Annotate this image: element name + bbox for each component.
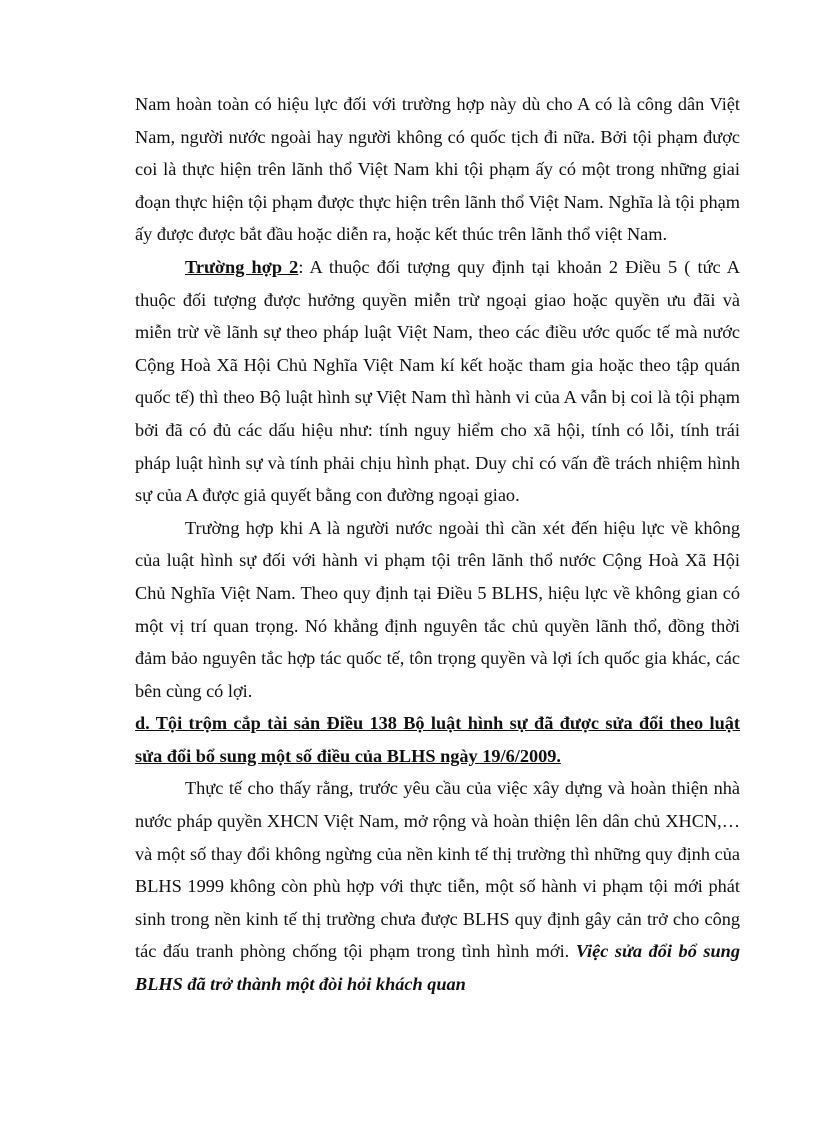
case-2-text: : A thuộc đối tượng quy định tại khoản 2 Điều 5 ( tức A thuộc đối tượng được hưởng quyền miễn trừ ngoại giao hoặc quyền ưu đãi và miễn trừ về lãnh sự theo pháp luật Việt Nam, theo các điều ước quốc tế mà nước Cộng Hoà Xã Hội Chủ Nghĩa Việt Nam kí kết hoặc tham gia hoặc theo tập quán quốc tế) thì theo Bộ luật hình sự Việt Nam thì hành vi của A vẫn bị coi là tội phạm bởi đã có đủ các dấu hiệu như: tính nguy hiểm cho xã hội, tính có lỗi, tính trái pháp luật hình sự và tính phải chịu hình phạt. Duy chỉ có vấn đề trách nhiệm hình sự của A được giả quyết bằng con đường ngoại giao. — [135, 256, 741, 506]
paragraph-4-text: Thực tế cho thấy rằng, trước yêu cầu của việc xây dựng và hoàn thiện nhà nước pháp quyền XHCN Việt Nam, mở rộng và hoàn thiện lên dân chủ XHCN,… và một số thay đổi không ngừng của nền kinh tế thị trường thì những quy định của BLHS 1999 không còn phù hợp với thực tiễn, một số hành vi phạm tội mới phát sinh trong nền kinh tế thị trường chưa được BLHS quy định gây cản trở cho công tác đấu tranh phòng chống tội phạm trong tình hình mới. — [135, 778, 740, 962]
section-heading-d: d. Tội trộm cắp tài sản Điều 138 Bộ luật hình sự đã được sửa đổi theo luật sửa đổi bổ sung một số điều của BLHS ngày 19/6/2009. — [135, 713, 740, 766]
paragraph-4 — [135, 772, 740, 1000]
paragraph-4-emphasis: Việc sửa đổi bổ sung BLHS đã trở thành một đòi hỏi khách quan — [135, 941, 740, 995]
paragraph-1: Nam hoàn toàn có hiệu lực đối với trường hợp này dù cho A có là công dân Việt Nam, người nước ngoài hay người không có quốc tịch đi nữa. Bởi tội phạm được coi là thực hiện trên lãnh thổ Việt Nam khi tội phạm ấy có một trong những giai đoạn thực hiện tội phạm được thực hiện trên lãnh thổ Việt Nam. Nghĩa là tội phạm ấy được được bắt đầu hoặc diễn ra, hoặc kết thúc trên lãnh thổ việt Nam. — [135, 94, 740, 245]
paragraph-3: Trường hợp khi A là người nước ngoài thì cần xét đến hiệu lực về không của luật hình sự đối với hành vi phạm tội trên lãnh thổ nước Cộng Hoà Xã Hội Chủ Nghĩa Việt Nam. Theo quy định tại Điều 5 BLHS, hiệu lực về không gian có một vị trí quan trọng. Nó khẳng định nguyên tắc chủ quyền lãnh thổ, đồng thời đảm bảo nguyên tắc hợp tác quốc tế, tôn trọng quyền và lợi ích quốc gia khác, các bên cùng có lợi. — [135, 517, 740, 701]
case-2-label: Trường hợp 2 — [185, 256, 299, 277]
document-page — [135, 88, 740, 1001]
paragraph-case-2 — [135, 251, 740, 512]
